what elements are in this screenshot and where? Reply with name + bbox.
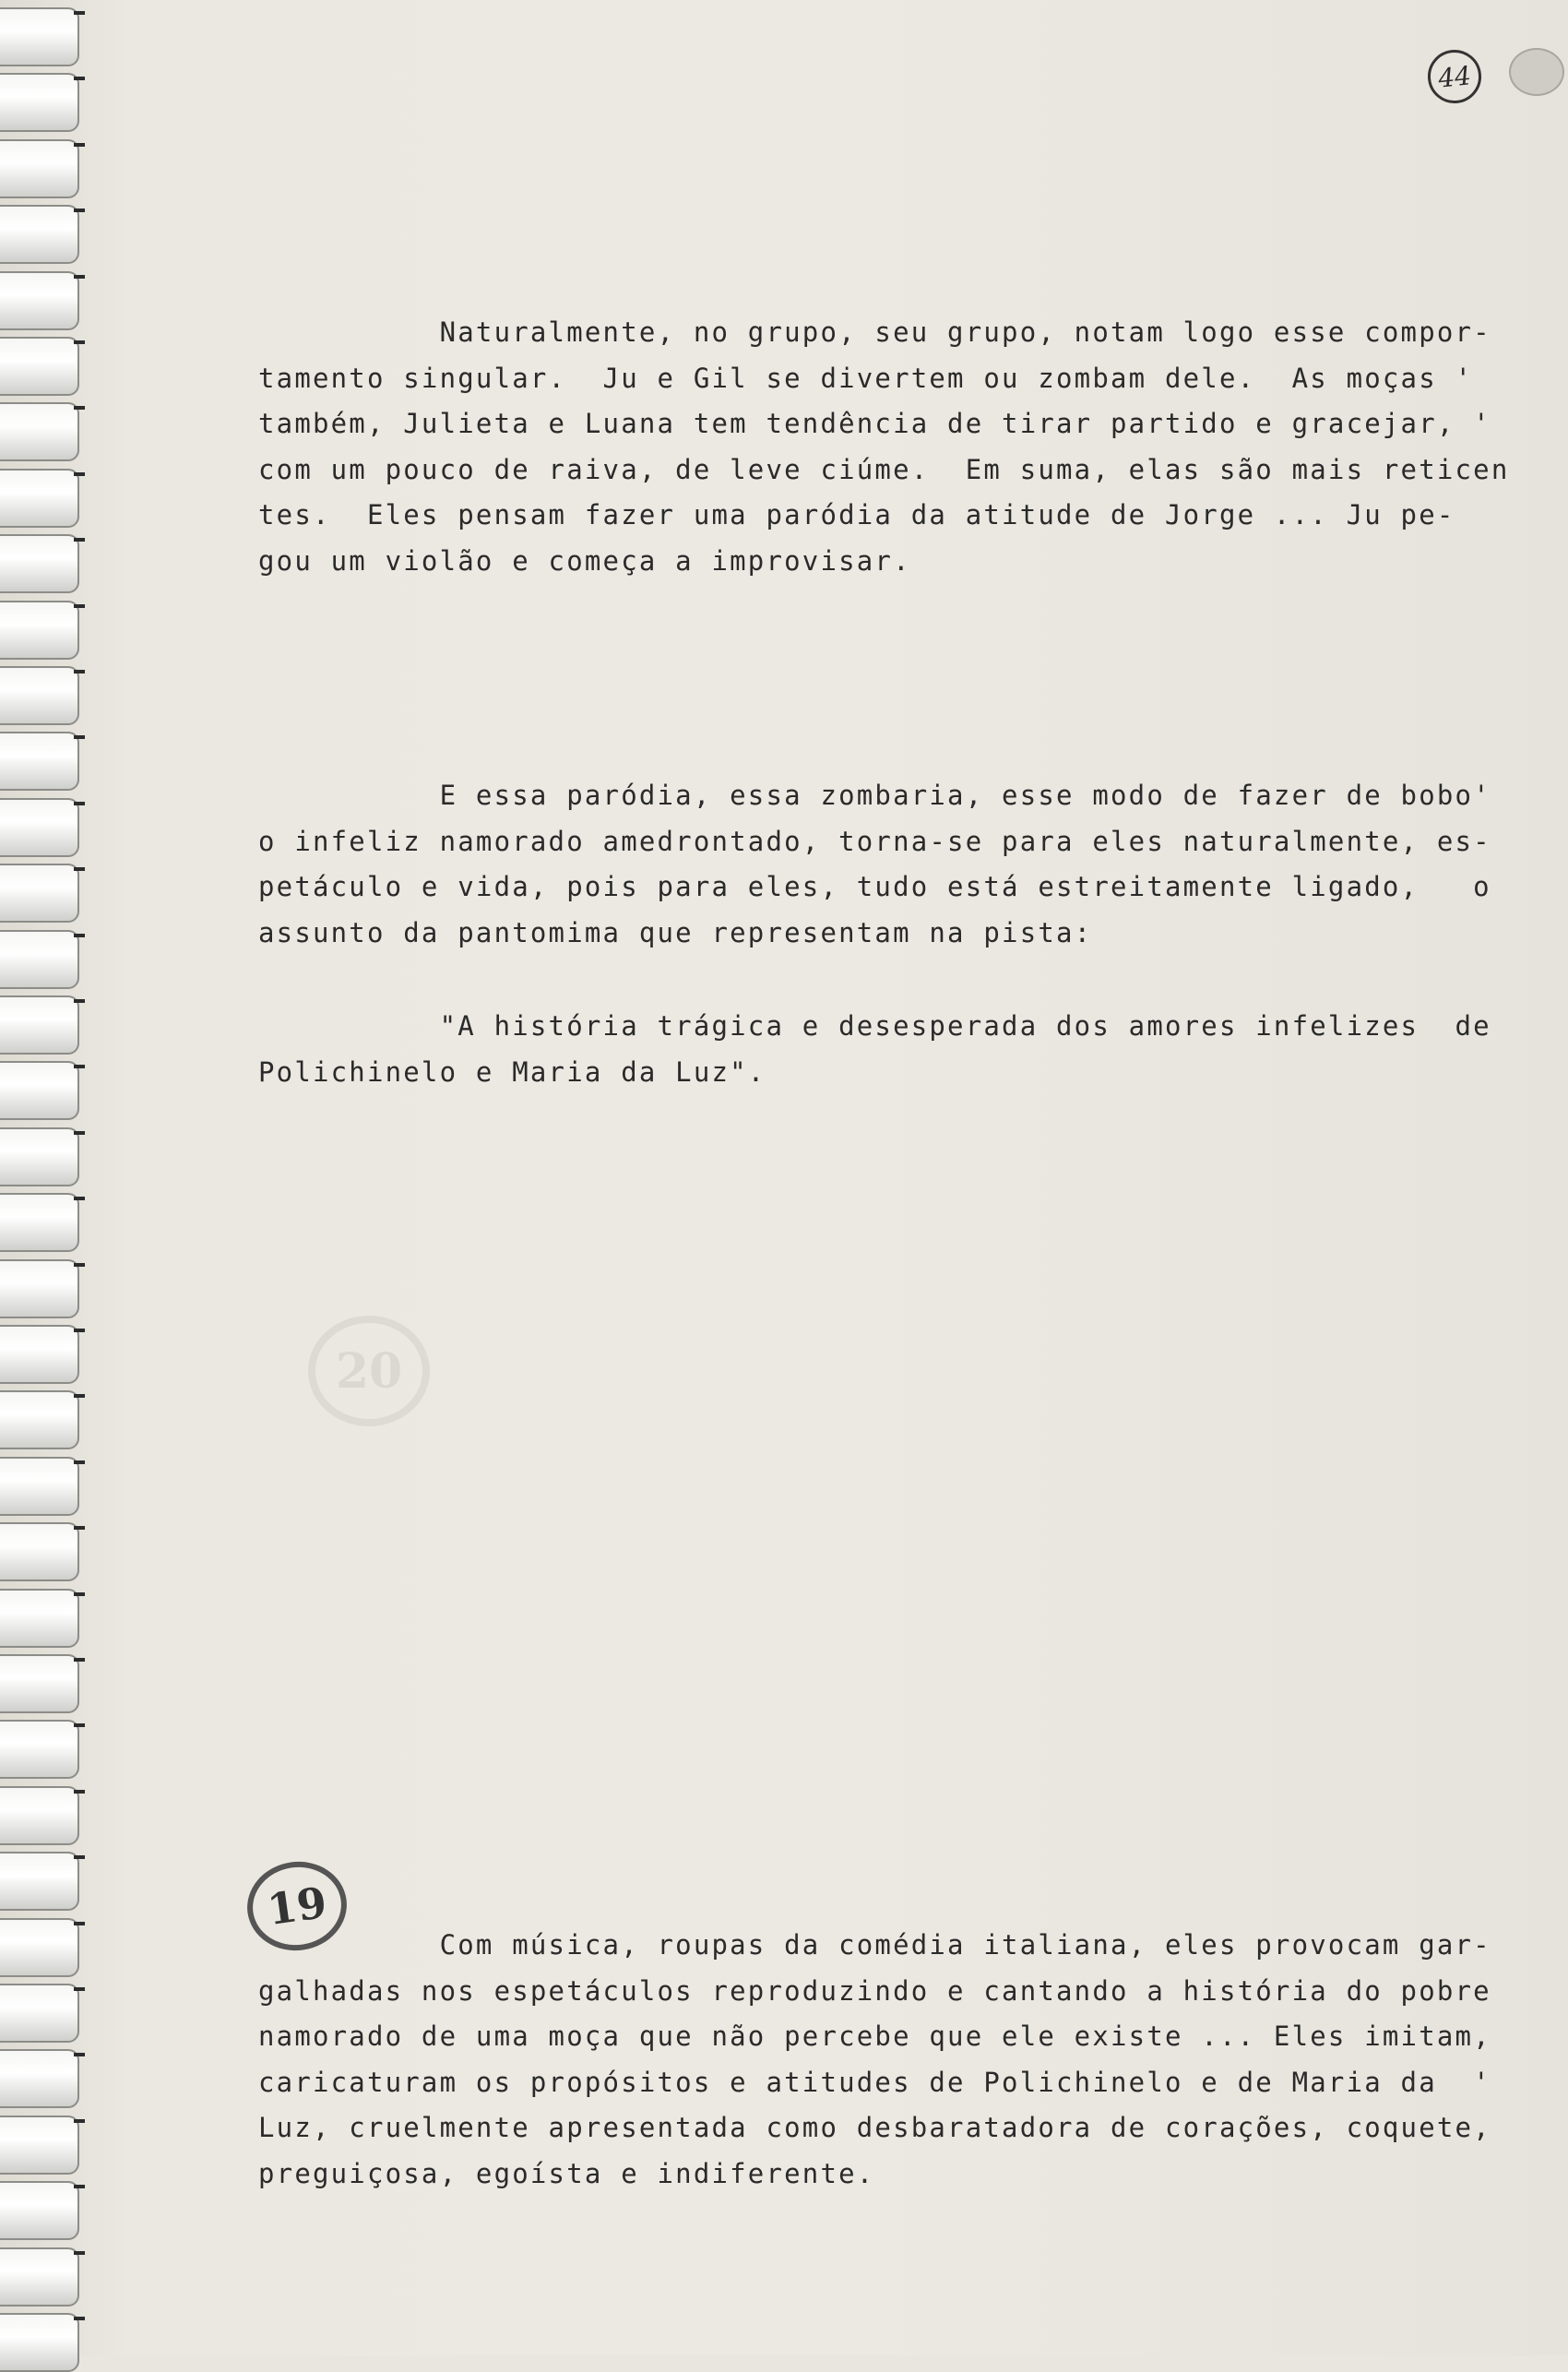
paragraph-2: [258, 773, 1513, 956]
text-line: Luz, cruelmente apresentada como desbaratadora de corações, coquete,: [258, 2112, 1491, 2143]
binding-ring: [0, 2313, 79, 2372]
binding-ring: [0, 73, 79, 132]
binding-ring: [0, 1061, 79, 1120]
text-line: Com música, roupas da comédia italiana, eles provocam gar-: [258, 1929, 1491, 1961]
binding-ring: [0, 2116, 79, 2175]
page-number: 44: [1425, 47, 1484, 106]
binding-ring: [0, 534, 79, 593]
paragraph-4: [258, 1923, 1513, 2197]
text-line: o infeliz namorado amedrontado, torna-se para eles naturalmente, es-: [258, 825, 1491, 857]
text-line: galhadas nos espetáculos reproduzindo e cantando a história do pobre: [258, 1974, 1491, 2007]
text-line: gou um violão e começa a improvisar.: [258, 544, 911, 577]
spiral-binding: [0, 0, 92, 2355]
binding-ring: [0, 798, 79, 857]
binding-ring: [0, 864, 79, 923]
binding-ring: [0, 1786, 79, 1845]
binding-ring: [0, 1654, 79, 1713]
text-line: caricaturam os propósitos e atitudes de Polichinelo e de Maria da ': [258, 2066, 1491, 2098]
text-line: Polichinelo e Maria da Luz".: [258, 1055, 766, 1088]
binding-ring: [0, 1984, 79, 2043]
text-line: petáculo e vida, pois para eles, tudo está estreitamente ligado, o: [258, 871, 1491, 902]
text-line: E essa paródia, essa zombaria, esse modo de fazer de bobo': [258, 780, 1491, 811]
binding-ring: [0, 402, 79, 461]
text-line: "A história trágica e desesperada dos amores infelizes de: [258, 1010, 1491, 1042]
paragraph-1: [258, 310, 1513, 584]
binding-ring: [0, 139, 79, 198]
text-line: tes. Eles pensam fazer uma paródia da atitude de Jorge ... Ju pe-: [258, 499, 1455, 530]
binding-ring: [0, 995, 79, 1055]
binding-ring: [0, 1720, 79, 1779]
text-line: assunto da pantomima que representam na pista:: [258, 916, 1093, 948]
binding-ring: [0, 930, 79, 989]
binding-ring: [0, 1390, 79, 1449]
paragraph-3-quote: [258, 1004, 1513, 1095]
binding-ring: [0, 1589, 79, 1648]
faded-section-marker: 20: [308, 1316, 430, 1426]
text-line: tamento singular. Ju e Gil se divertem ou zombam dele. As moças ': [258, 362, 1474, 394]
binding-ring: [0, 1457, 79, 1516]
binding-ring: [0, 205, 79, 264]
text-line: namorado de uma moça que não percebe que ele existe ... Eles imitam,: [258, 2020, 1491, 2052]
text-line: com um pouco de raiva, de leve ciúme. Em suma, elas são mais reticen: [258, 453, 1510, 485]
binding-ring: [0, 666, 79, 725]
binding-ring: [0, 7, 79, 66]
binding-ring: [0, 1259, 79, 1318]
binding-ring: [0, 1127, 79, 1186]
binding-ring: [0, 2049, 79, 2108]
binding-ring: [0, 2181, 79, 2240]
binding-ring: [0, 601, 79, 660]
binding-ring: [0, 2247, 79, 2306]
punch-hole: [1509, 48, 1564, 96]
binding-ring: [0, 732, 79, 791]
binding-ring: [0, 1852, 79, 1911]
binding-ring: [0, 1522, 79, 1581]
binding-ring: [0, 337, 79, 396]
binding-ring: [0, 469, 79, 528]
binding-ring: [0, 1325, 79, 1384]
text-line: preguiçosa, egoísta e indiferente.: [258, 2157, 875, 2189]
text-line: também, Julieta e Luana tem tendência de tirar partido e gracejar, ': [258, 408, 1491, 439]
binding-ring: [0, 1193, 79, 1252]
binding-ring: [0, 1918, 79, 1977]
text-line: Naturalmente, no grupo, seu grupo, notam logo esse compor-: [258, 316, 1491, 348]
binding-ring: [0, 271, 79, 330]
section-marker: 19: [242, 1855, 352, 1957]
